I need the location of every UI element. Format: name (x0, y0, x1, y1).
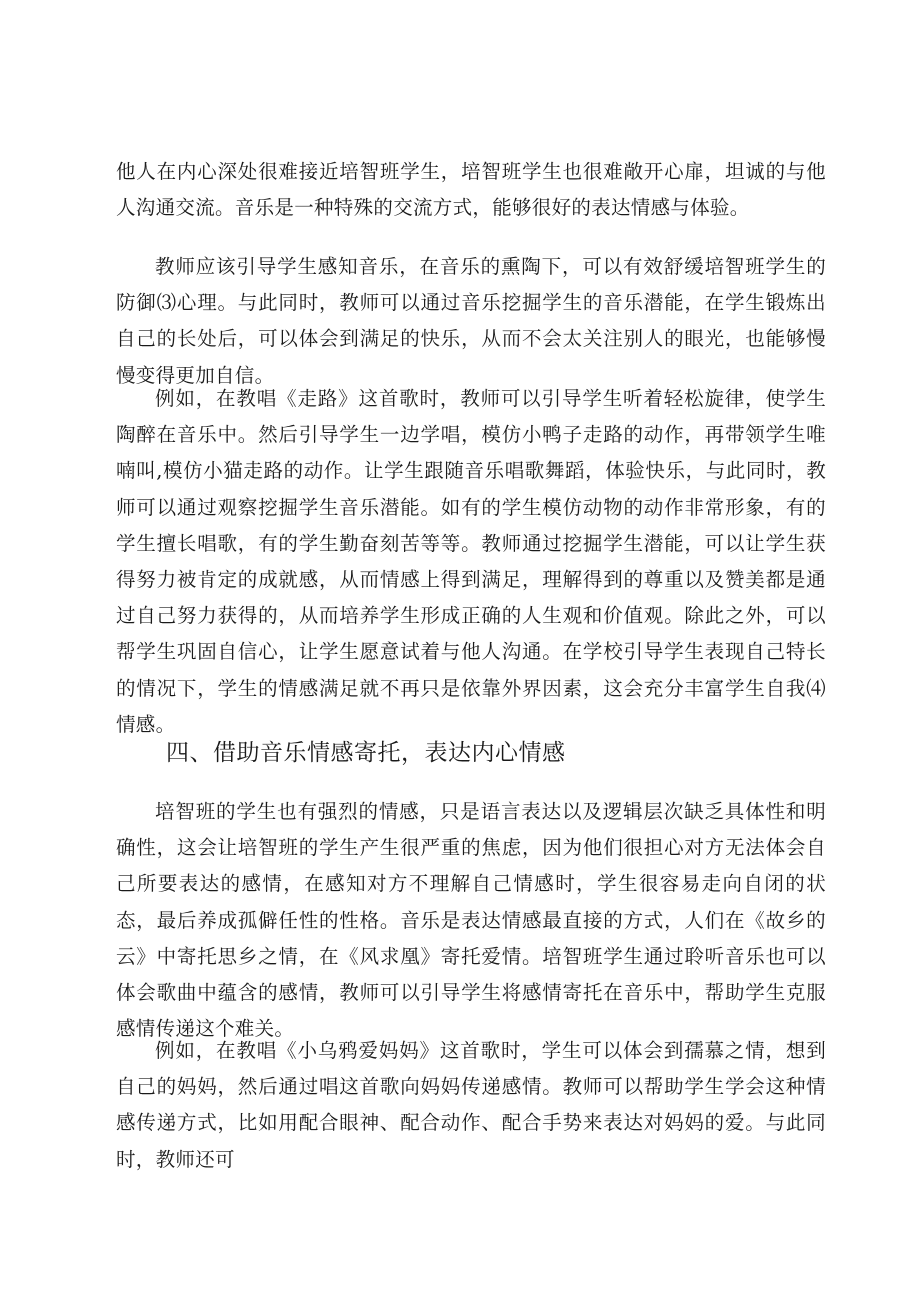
paragraph-example-little-crow-song: 例如，在教唱《小乌鸦爱妈妈》这首歌时，学生可以体会到孺慕之情，想到自己的妈妈，然后通过唱这首歌向妈妈传递感情。教师可以帮助学生学会这种情感传递方式，比如用配合眼神、配合动作、配合手势来表达对妈妈的爱。与此同时，教师还可 (116, 1039, 826, 1171)
paragraph-emotional-expression: 培智班的学生也有强烈的情感，只是语言表达以及逻辑层次缺乏具体性和明确性，这会让培智班的学生产生很严重的焦虑，因为他们很担心对方无法体会自己所要表达的感情，在感知对方不理解自己情感时，学生很容易走向自闭的状态，最后养成孤僻任性的性格。音乐是表达情感最直接的方式，人们在《故乡的云》中寄托思乡之情，在《风求凰》寄托爱情。培智班学生通过聆听音乐也可以体会歌曲中蕴含的感情，教师可以引导学生将感情寄托在音乐中，帮助学生克服感情传递这个难关。 (116, 800, 826, 1041)
section-heading: 四、借助音乐情感寄托，表达内心情感 (166, 740, 566, 766)
paragraph-guide-perceive-music: 教师应该引导学生感知音乐，在音乐的熏陶下，可以有效舒缓培智班学生的防御⑶心理。与此同时，教师可以通过音乐挖掘学生的音乐潜能，在学生锻炼出自己的长处后，可以体会到满足的快乐，从而不会太关注别人的眼光，也能够慢慢变得更加自信。 (116, 255, 826, 387)
paragraph-example-walking-song: 例如，在教唱《走路》这首歌时，教师可以引导学生听着轻松旋律，使学生陶醉在音乐中。然后引导学生一边学唱，模仿小鸭子走路的动作，再带领学生唯喃叫,模仿小猫走路的动作。让学生跟随音乐唱歌舞蹈，体验快乐，与此同时，教师可以通过观察挖掘学生音乐潜能。如有的学生模仿动物的动作非常形象，有的学生擅长唱歌，有的学生勤奋刻苦等等。教师通过挖掘学生潜能，可以让学生获得努力被肯定的成就感，从而情感上得到满足，理解得到的尊重以及赞美都是通过自己努力获得的，从而培养学生形成正确的人生观和价值观。除此之外，可以帮学生巩固自信心，让学生愿意试着与他人沟通。在学校引导学生表现自己特长的情况下，学生的情感满足就不再只是依靠外界因素，这会充分丰富学生自我⑷情感。 (116, 387, 826, 736)
paragraph-continuation: 他人在内心深处很难接近培智班学生，培智班学生也很难敞开心扉，坦诚的与他人沟通交流。音乐是一种特殊的交流方式，能够很好的表达情感与体验。 (116, 160, 826, 220)
